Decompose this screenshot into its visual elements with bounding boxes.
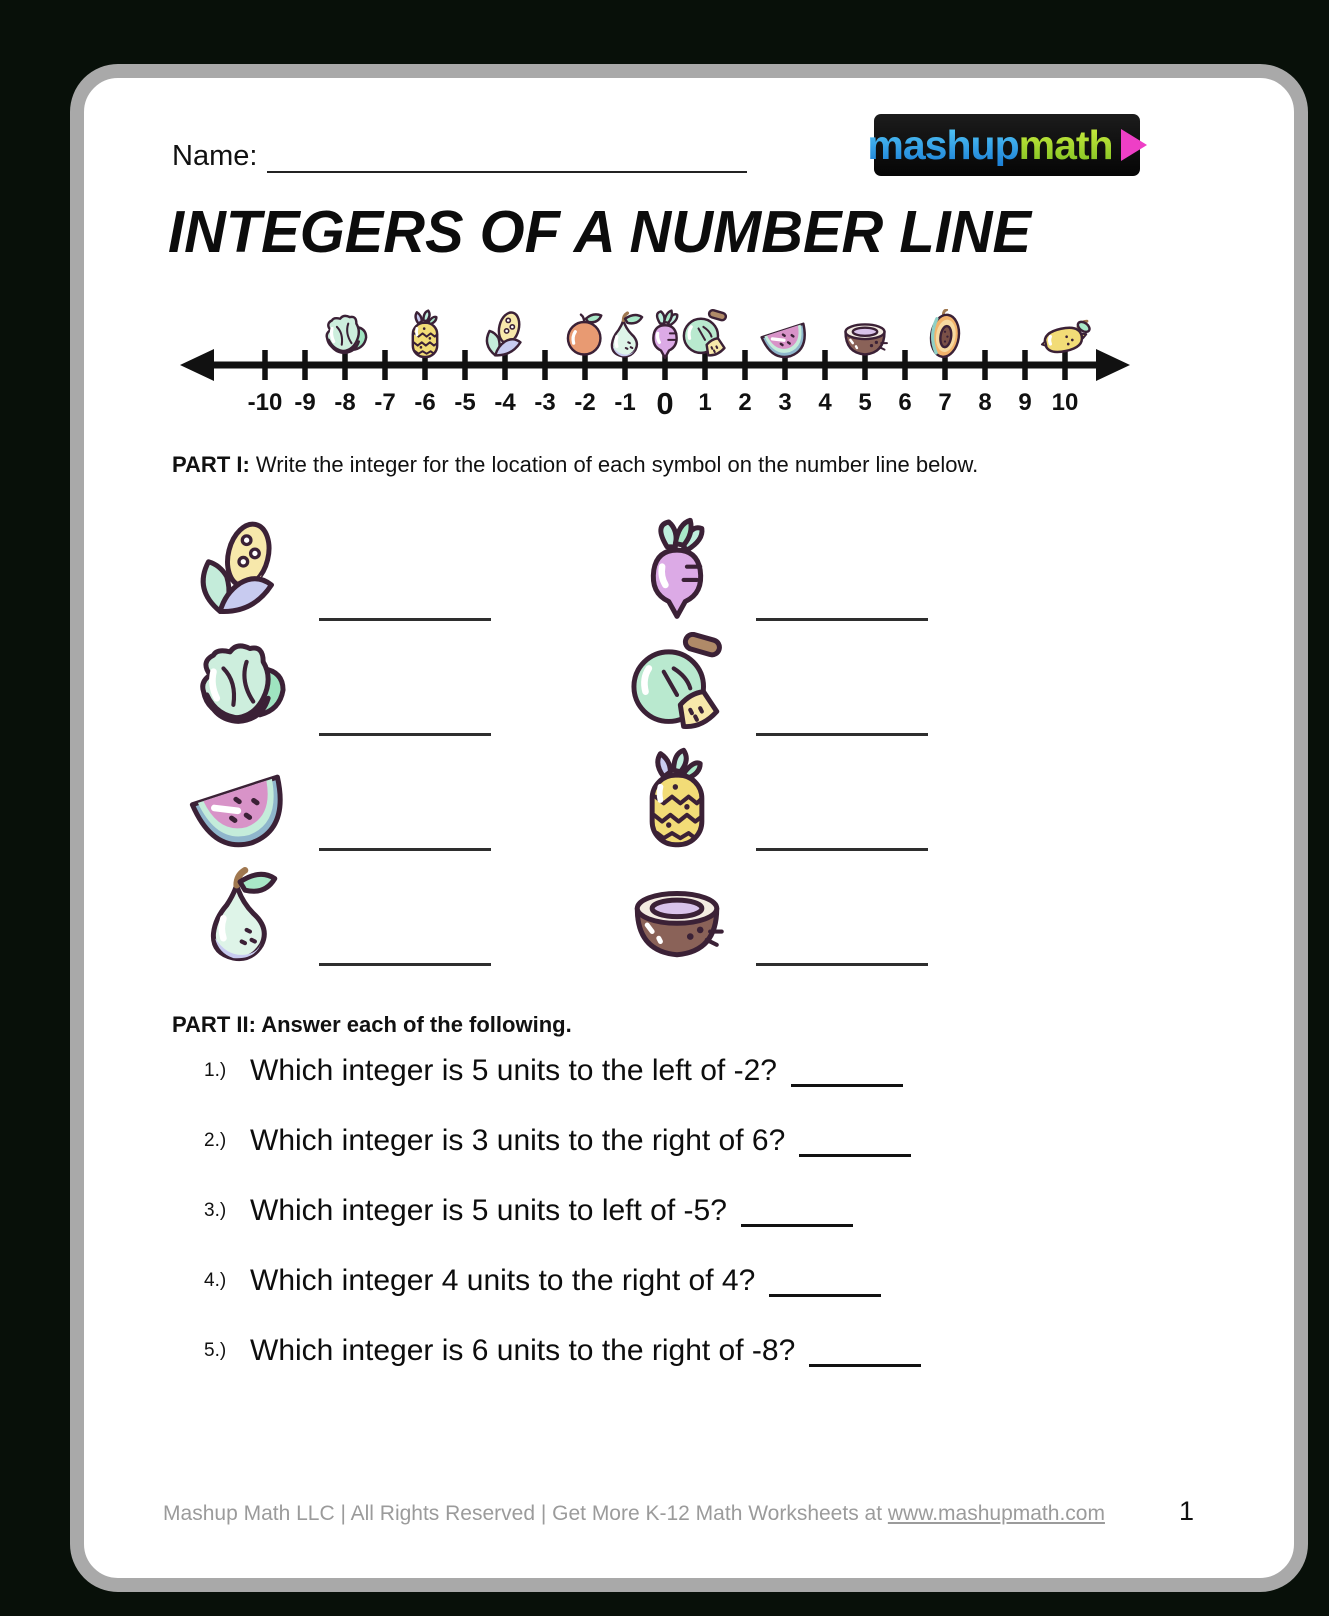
part1-item [187, 738, 624, 853]
tick-label: -8 [334, 389, 356, 416]
question-row [204, 1036, 1164, 1106]
logo-word-mashup: mashup [867, 121, 1019, 168]
tick-label: 0 [656, 386, 674, 421]
lemon-icon [1040, 320, 1092, 356]
part2-heading: PART II: Answer each of the following. [172, 1012, 572, 1037]
answer-blank-line [756, 844, 928, 851]
footer-link[interactable]: www.mashupmath.com [887, 1502, 1105, 1525]
question-text: Which integer is 3 units to the right of 6? [250, 1124, 786, 1157]
name-blank-line [267, 141, 747, 173]
part1-item [624, 508, 1061, 623]
tick-label: -9 [294, 389, 316, 416]
question-text: Which integer is 5 units to left of -5? [250, 1194, 727, 1227]
question-number: 5.) [204, 1340, 227, 1361]
part1-heading-label: PART I: [172, 452, 250, 477]
question-row [204, 1176, 1164, 1246]
question-number: 1.) [204, 1060, 227, 1081]
part1-item [187, 853, 624, 968]
mashupmath-logo [867, 114, 1140, 176]
question-number: 4.) [204, 1270, 227, 1291]
tick-label: -1 [614, 389, 636, 416]
question-row [204, 1106, 1164, 1176]
number-line [84, 304, 1294, 444]
part1-answer-grid [187, 508, 1061, 968]
coconut-icon [846, 324, 887, 354]
part1-item [624, 853, 1061, 968]
corn-icon [487, 310, 522, 355]
tick-label: 9 [1018, 389, 1032, 416]
tick-label: 4 [818, 389, 832, 416]
tick-label: 7 [938, 389, 952, 416]
pineapple-icon [624, 747, 730, 853]
cabbage-icon [187, 632, 293, 738]
page-number: 1 [1179, 1496, 1195, 1526]
question-row [204, 1316, 1164, 1386]
answer-blank-line [756, 959, 928, 966]
orange-icon [568, 314, 601, 354]
melon-icon [624, 632, 730, 738]
answer-blank-line [809, 1336, 921, 1367]
answer-blank-line [756, 614, 928, 621]
question-text: Which integer 4 units to the right of 4? [250, 1264, 756, 1297]
tick-label: 2 [738, 389, 752, 416]
radish-icon [624, 517, 730, 623]
part1-heading [172, 452, 978, 478]
question-number: 2.) [204, 1130, 227, 1151]
cabbage-icon [327, 316, 366, 353]
right-arrow-icon [1096, 349, 1130, 381]
question-text: Which integer is 5 units to the left of -2? [250, 1054, 777, 1087]
answer-blank-line [791, 1056, 903, 1087]
tick-label: -6 [414, 389, 436, 416]
answer-blank-line [319, 614, 491, 621]
tick-label: 6 [898, 389, 912, 416]
melon-icon [684, 309, 727, 355]
part1-item [624, 738, 1061, 853]
radish-icon [653, 311, 677, 358]
tick-label: 3 [778, 389, 792, 416]
pear-icon [187, 862, 293, 968]
tick-label: -7 [374, 389, 396, 416]
question-number: 3.) [204, 1200, 227, 1221]
worksheet-page [70, 64, 1308, 1592]
watermelon-icon [187, 747, 293, 853]
answer-blank-line [741, 1196, 853, 1227]
footer [84, 1502, 1184, 1526]
tick-label: -10 [247, 389, 283, 416]
answer-blank-line [756, 729, 928, 736]
logo-word-math: math [1018, 121, 1113, 168]
answer-blank-line [319, 844, 491, 851]
part1-heading-text: Write the integer for the location of each symbol on the number line below. [249, 452, 979, 477]
tick-label: -4 [494, 389, 516, 416]
pear-icon [612, 313, 642, 356]
name-label: Name: [172, 140, 258, 172]
question-row [204, 1246, 1164, 1316]
tick-label: -5 [454, 389, 476, 416]
footer-text: Mashup Math LLC | All Rights Reserved | Get More K-12 Math Worksheets at [163, 1502, 888, 1525]
part1-item [187, 508, 624, 623]
question-text: Which integer is 6 units to the right of -8? [250, 1334, 796, 1367]
play-arrow-icon [1121, 129, 1147, 161]
page-title: INTEGERS OF A NUMBER LINE [168, 199, 1032, 265]
tick-label: -2 [574, 389, 596, 416]
part1-item [624, 623, 1061, 738]
watermelon-icon [762, 324, 812, 363]
tick-label: 1 [698, 389, 712, 416]
tick-label: -3 [534, 389, 556, 416]
tick-label: 5 [858, 389, 872, 416]
left-arrow-icon [180, 349, 214, 381]
answer-blank-line [319, 959, 491, 966]
name-row [172, 140, 747, 173]
coconut-icon [624, 862, 730, 968]
part1-item [187, 623, 624, 738]
pineapple-icon [413, 311, 437, 357]
answer-blank-line [319, 729, 491, 736]
papaya-icon [928, 310, 961, 359]
part2-question-list [204, 1036, 1164, 1386]
answer-blank-line [799, 1126, 911, 1157]
corn-icon [187, 517, 293, 623]
tick-label: 8 [978, 389, 992, 416]
tick-label: 10 [1051, 389, 1079, 416]
answer-blank-line [769, 1266, 881, 1297]
